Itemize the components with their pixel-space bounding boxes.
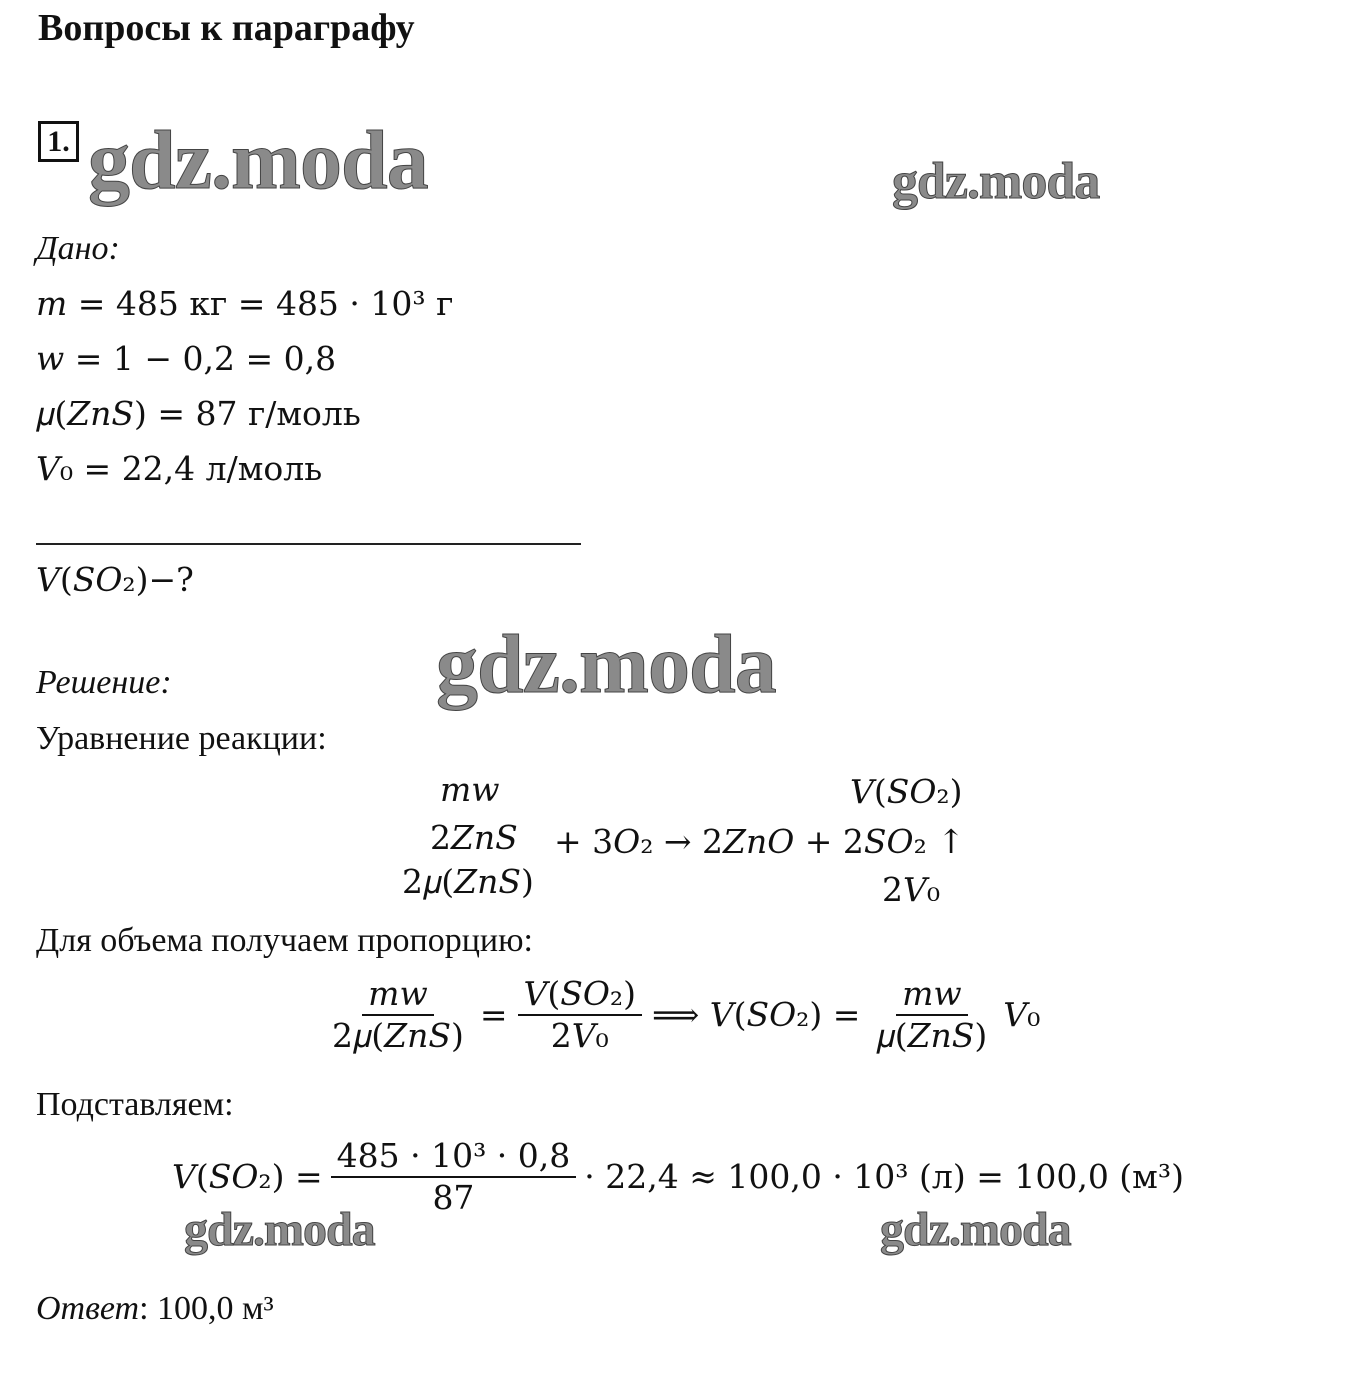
numerator: 485 · 10³ · 0,8 bbox=[331, 1136, 577, 1178]
given-label: Дано: bbox=[36, 230, 120, 267]
proportion-formula bbox=[326, 974, 1040, 1055]
fraction bbox=[870, 974, 993, 1055]
answer-label: Ответ bbox=[36, 1290, 140, 1327]
answer-value: : 100,0 м³ bbox=[139, 1290, 274, 1327]
numerator: 𝑉(𝑆𝑂₂) bbox=[518, 974, 642, 1016]
watermark: gdz.moda bbox=[892, 153, 1100, 210]
given-molar-mass: 𝜇(𝑍𝑛𝑆) = 87 г/моль bbox=[36, 394, 361, 433]
fraction bbox=[331, 1136, 577, 1217]
denominator: 87 bbox=[432, 1177, 475, 1217]
eq-bottom-right: 2𝑉₀ bbox=[882, 870, 941, 909]
fraction bbox=[518, 974, 642, 1055]
denominator: 2𝑉₀ bbox=[550, 1015, 609, 1055]
eq-reactant: 2𝑍𝑛𝑆 bbox=[430, 818, 518, 857]
watermark: gdz.moda bbox=[88, 114, 428, 207]
molar-volume-factor: 𝑉₀ bbox=[1003, 995, 1041, 1035]
task-number: 1. bbox=[38, 121, 79, 162]
eq-rest: + 3𝑂₂ → 2𝑍𝑛𝑂 + 2𝑆𝑂₂ ↑ bbox=[554, 822, 965, 861]
find-value: 𝑉(𝑆𝑂₂)−? bbox=[36, 560, 194, 599]
page-title: Вопросы к параграфу bbox=[38, 7, 415, 49]
watermark: gdz.moda bbox=[880, 1203, 1071, 1256]
watermark: gdz.moda bbox=[436, 618, 776, 711]
answer bbox=[36, 1290, 274, 1328]
numerator: 𝑚𝑤 bbox=[362, 974, 434, 1016]
result-rhs: · 22,4 ≈ 100,0 · 10³ (л) = 100,0 (м³) bbox=[584, 1157, 1184, 1197]
eq-bottom-left: 2𝜇(𝑍𝑛𝑆) bbox=[402, 862, 534, 901]
given-fraction: 𝑤 = 1 − 0,2 = 0,8 bbox=[36, 339, 337, 378]
numerator: 𝑚𝑤 bbox=[896, 974, 968, 1016]
watermark: gdz.moda bbox=[184, 1203, 375, 1256]
substitute-heading: Подставляем: bbox=[36, 1086, 234, 1123]
equation-heading: Уравнение реакции: bbox=[36, 720, 327, 757]
given-molar-volume: 𝑉₀ = 22,4 л/моль bbox=[36, 449, 323, 488]
proportion-heading: Для объема получаем пропорцию: bbox=[36, 922, 533, 959]
result-lhs: 𝑉(𝑆𝑂₂) = bbox=[172, 1157, 323, 1197]
implies-expression: ⟹ 𝑉(𝑆𝑂₂) = bbox=[652, 995, 861, 1035]
fraction bbox=[326, 974, 470, 1055]
solution-label: Решение: bbox=[36, 664, 172, 701]
result-formula bbox=[172, 1136, 1184, 1217]
divider bbox=[36, 543, 581, 545]
equals-sign: = bbox=[479, 995, 508, 1035]
eq-top-left: 𝑚𝑤 bbox=[440, 770, 500, 809]
eq-top-right: 𝑉(𝑆𝑂₂) bbox=[850, 772, 963, 811]
denominator: 2𝜇(𝑍𝑛𝑆) bbox=[332, 1015, 464, 1055]
given-mass: 𝑚 = 485 кг = 485 · 10³ г bbox=[36, 284, 454, 323]
denominator: 𝜇(𝑍𝑛𝑆) bbox=[876, 1015, 988, 1055]
